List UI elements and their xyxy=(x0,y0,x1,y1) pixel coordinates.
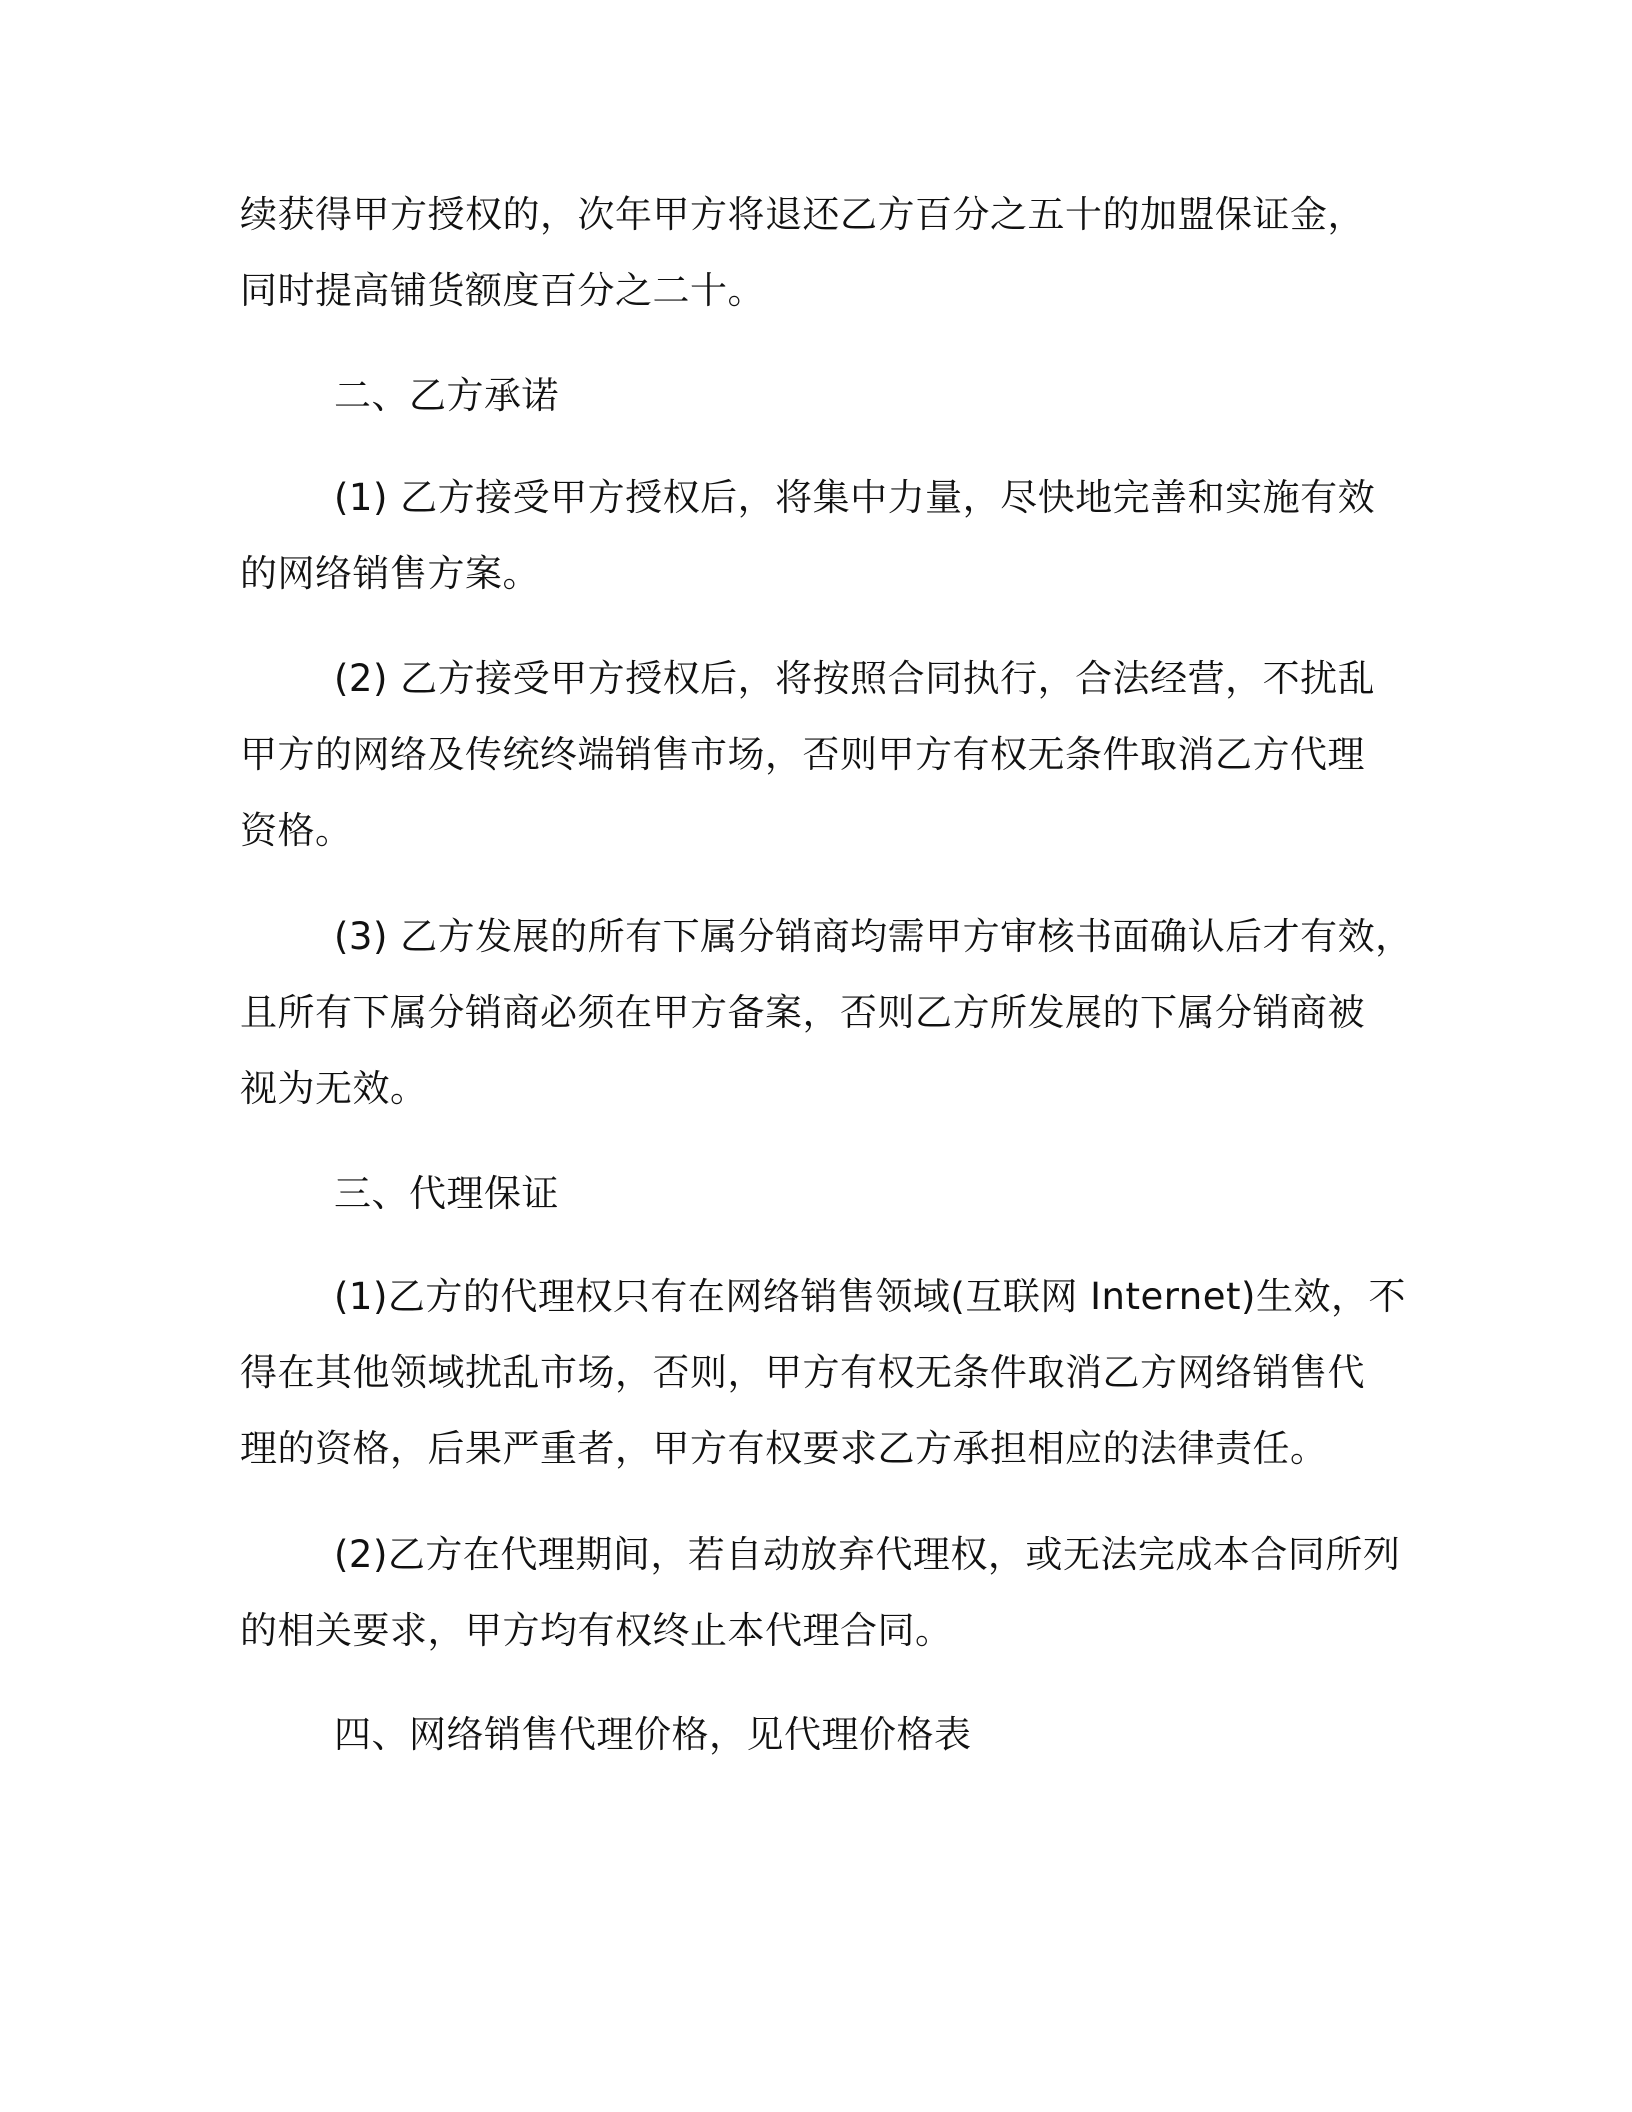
section-2-item-2-line-3: 资格。 xyxy=(240,809,353,852)
section-3-item-2-line-1: (2)乙方在代理期间，若自动放弃代理权，或无法完成本合同所列 xyxy=(334,1533,1401,1576)
section-4-heading: 四、网络销售代理价格，见代理价格表 xyxy=(334,1713,972,1756)
section-3-item-2 xyxy=(240,1517,1400,1669)
intro-line-1: 续获得甲方授权的，次年甲方将退还乙方百分之五十的加盟保证金， xyxy=(240,193,1365,236)
section-2-item-1 xyxy=(240,460,1400,612)
section-3-item-1 xyxy=(240,1259,1406,1487)
section-3-item-2-line-2: 的相关要求，甲方均有权终止本代理合同。 xyxy=(240,1609,953,1652)
section-3-item-1-line-3: 理的资格，后果严重者，甲方有权要求乙方承担相应的法律责任。 xyxy=(240,1427,1328,1470)
section-2-item-2-line-2: 甲方的网络及传统终端销售市场，否则甲方有权无条件取消乙方代理 xyxy=(240,733,1365,776)
section-3-heading: 三、代理保证 xyxy=(334,1172,559,1215)
section-2-item-3 xyxy=(240,899,1413,1127)
section-2-item-1-line-2: 的网络销售方案。 xyxy=(240,552,540,595)
section-2-item-3-line-2: 且所有下属分销商必须在甲方备案，否则乙方所发展的下属分销商被 xyxy=(240,991,1365,1034)
section-3-item-1-line-1: (1)乙方的代理权只有在网络销售领域(互联网 Internet)生效，不 xyxy=(334,1275,1406,1318)
section-2-item-2 xyxy=(240,641,1400,869)
section-2-item-2-line-1: (2) 乙方接受甲方授权后，将按照合同执行，合法经营，不扰乱 xyxy=(334,657,1376,700)
intro-paragraph xyxy=(240,177,1400,329)
intro-line-2: 同时提高铺货额度百分之二十。 xyxy=(240,269,765,312)
section-2-item-1-line-1: (1) 乙方接受甲方授权后，将集中力量，尽快地完善和实施有效 xyxy=(334,476,1376,519)
section-2-item-3-line-1: (3) 乙方发展的所有下属分销商均需甲方审核书面确认后才有效， xyxy=(334,915,1413,958)
section-2-heading: 二、乙方承诺 xyxy=(334,374,559,417)
section-2-item-3-line-3: 视为无效。 xyxy=(240,1067,428,1110)
section-3-item-1-line-2: 得在其他领域扰乱市场，否则，甲方有权无条件取消乙方网络销售代 xyxy=(240,1351,1365,1394)
